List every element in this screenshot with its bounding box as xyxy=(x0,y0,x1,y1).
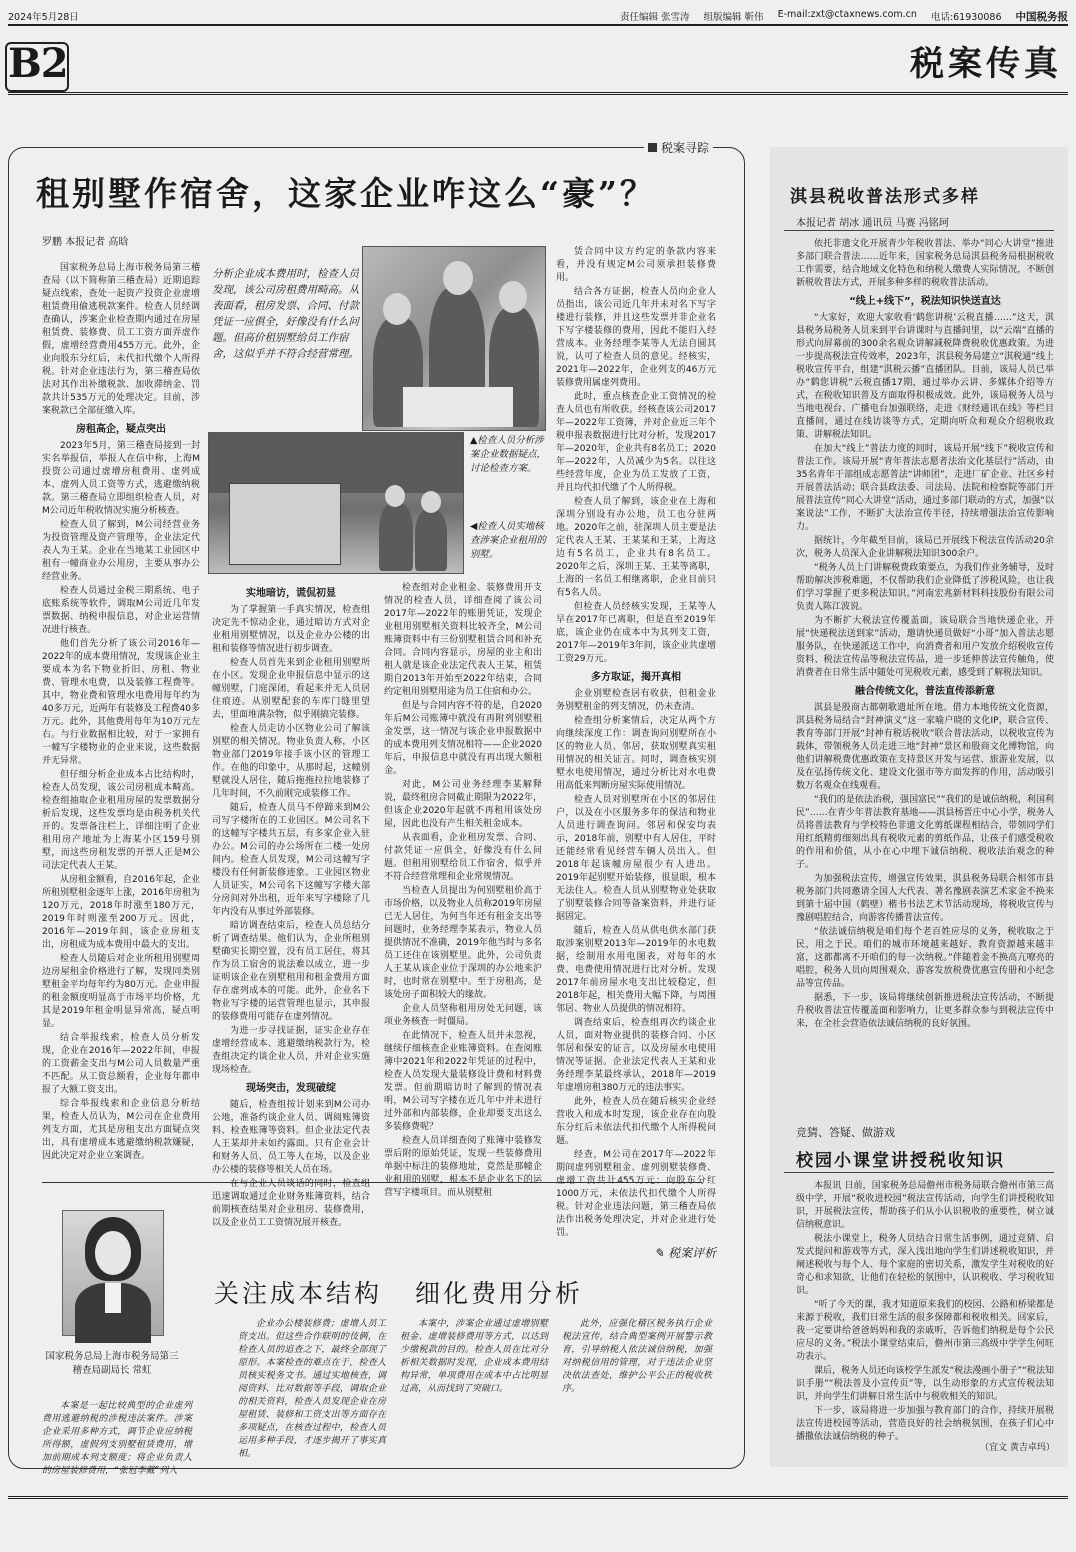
paragraph: 企业人员坚称租用房处无问题，该项业务核查一时僵局。 xyxy=(384,1004,542,1027)
review-column-1 xyxy=(42,1400,192,1476)
article-summary: 分析企业成本费用时，检查人员发现，该公司房租费用畸高。从表面看，租房发票、合同、付款凭证一应俱全，好像没有什么问题。但高价租别墅给员工作宿舍，这似乎并不符合经营常理。 xyxy=(212,268,359,360)
paragraph: 2023年5月，第三稽查局接到一封实名举报信，举报人在信中称，上海M投资公司通过虚增房租费用、虚列成本、虚列人员工资等方式，逃避缴纳税款。第三稽查局立即组织检查人员，对M公司近年税收情况实施分析核查。 xyxy=(42,441,200,516)
paper-name: 中国税务报 xyxy=(1015,10,1068,23)
layout-credit: 组版编辑 靳伟 xyxy=(703,12,764,23)
article-kicker xyxy=(644,139,713,156)
paragraph: “听了今天的课，我才知道原来我们的校园、公路和桥梁都是来源于税收，我们日常生活的很多保障都和税收相关。回家后，我一定要讲给爸爸妈妈和我的亲戚听，告诉他们纳税是每个公民应尽的义务。”税法小课堂结束后，儋州市第三高级中学学生何旺功表示。 xyxy=(796,1300,1054,1362)
page-number: B2 xyxy=(8,40,68,87)
paragraph: 此外，应强化稽区税务执行企业税法宣传，结合典型案例开展警示教育，引导纳税人依法诚信纳税，加强对纳税信用的管理，对于违法企业坚决依法查处，维护公平公正的税收秩序。 xyxy=(562,1319,712,1394)
paragraph: 企业别墅检查居有收获，但租金业务别墅租金的列支情况，仍未查清。 xyxy=(556,689,716,712)
sidebar-rule xyxy=(784,230,1054,231)
editor-credit: 责任编辑 张雪涛 xyxy=(620,12,690,23)
subheading: 多方取证，揭开真相 xyxy=(591,672,681,683)
sidebar2-title: 校园小课堂讲授税收知识 xyxy=(796,1151,1005,1171)
article-kicker-label: 税案寻踪 xyxy=(661,141,710,155)
header-meta xyxy=(268,9,1016,23)
paragraph: 本案是一起比较典型的企业虚列费用逃避纳税的涉税违法案件。涉案企业采用多种方式，调节企业应纳税所得额，虚假列支别墅租赁费用，增加前期成本列支额度；将企业负责人的房屋装修费用，“张冠李戴”列入 xyxy=(42,1401,192,1476)
paragraph: 赁合同中议方约定的条款内容来看，并没有规定M公司须承担装修费用。 xyxy=(556,247,716,283)
paragraph: 但是与合同内容不符的是，自2020年后M公司账簿中就没有再附列别墅租金发票，这一情况与该企业申报数据中的成本费用列支情况相符——企业2020年后，申报信息中就没有再出现大额租金。 xyxy=(384,701,542,776)
article-column-3 xyxy=(384,582,542,1198)
paragraph: 当检查人员提出为何别墅租价高于市场价格，以及物业人员称2019年房屋已无人居住，为何当年还有租金支出等问题时，业务经理李某表示，物业人员提供情况不准确，2019年他当时与多名员工还住在该别墅里。此外，公司负责人王某从该企业位于深圳的办公地来沪时，也时常在别墅中。至于房租高，是该处房子面积较大的缘故。 xyxy=(384,886,542,1000)
subheading: 房租高企，疑点突出 xyxy=(76,424,166,435)
sidebar2-rule xyxy=(784,1172,1054,1173)
paragraph: 随后，检查人员马不停蹄来到M公司写字楼所在的工业园区。M公司名下的这幢写字楼共五层，有多家企业入驻办公。M公司的办公场所在二楼一处房间内。检查人员发现，M公司这幢写字楼没有任何新装修迹象。工业园区物业人员证实，M公司名下这幢写字楼大部分房间对外出租，近年来写字楼除了几年内没有从事过外部装修。 xyxy=(212,803,370,917)
portrait-shirt xyxy=(105,1283,121,1313)
sidebar2-credit: （宜文 黄吉卓玛） xyxy=(980,1443,1055,1453)
square-icon xyxy=(648,143,657,152)
paragraph: 据统计，今年截至目前，该局已开展线下税法宣传活动20余次，税务人员深入企业讲解税法知识300余户。 xyxy=(796,536,1054,559)
paragraph: 此时，重点核查企业工资情况的检查人员也有所收获。经核查该公司2017年—2022年工资簿，并对企业近三年个税申报表数据进行比对分析，发现2017年—2020年，企业共有8名员工；2020年—2022年，人员减少为5名。以往这些经营年度，企业为员工发放了工资，并且均代扣代缴了个人所得税。 xyxy=(556,392,716,493)
review-kicker-label: 税案评析 xyxy=(668,1246,717,1260)
paragraph: 为加强税法宣传，增强宣传效果，淇县税务局联合相邻市县税务部门共同邀请全国人大代表、著名豫剧表演艺术家金不换来到第十届中国（鹤壁）楷书书法艺术节活动现场，将税收宣传与豫剧唱腔结合，向游客传播普法宣传。 xyxy=(796,874,1054,923)
paragraph: 检查人员了解到，M公司经营业务为投资管理及资产管理等，企业法定代表人为王某。企业在当地某工业园区中租有一幢商业办公用房，主要从事办公经营业务。 xyxy=(42,520,200,582)
photo-caption-2: ◀检查人员实地核查涉案企业租用的别墅。 xyxy=(470,521,547,560)
photo-caption-1: ▲检查人员分析涉案企业数据疑点，讨论检查方案。 xyxy=(470,435,547,474)
paragraph: 课后，税务人员还向该校学生派发“税法漫画小册子”“税法知识手册”“税法普及小宣传页”等，以生动形象的方式宣传税法知识，并向学生们讲解日常生活中与税收相关的知识。 xyxy=(796,1366,1054,1402)
paragraph: 在与企业人员谈话的同时，检查组迅速调取通过企业财务账簿资料，结合前期核查结果对企业租房、装修费用，以及企业员工工资情况展开核查。 xyxy=(212,1179,370,1228)
person-head xyxy=(421,491,441,513)
person-head xyxy=(385,485,405,507)
paragraph: 调查结束后，检查组再次约谈企业人员，面对物业提供的装修合同、小区邻居和保安的证言，以及房屋水电使用情况等证据。企业法定代表人王某和业务经理李某最终承认，2018年—2019年虚增房租380万元的违法事实。 xyxy=(556,1018,716,1093)
paragraph: 结合举报线索，检查人员分析发现，企业在2016年—2022年间，申报的工资薪金支出与M公司人员数量严重不匹配。从工资总额看，企业每年都申报了大额工资支出。 xyxy=(42,1033,200,1095)
pen-icon: ✎ xyxy=(654,1245,665,1260)
sidebar-article-body xyxy=(796,238,1054,1110)
paragraph: 检查人员了解到，该企业在上海和深圳分别设有办公地，员工也分驻两地。2020年之前，驻深圳人员主要是法定代表人王某、王某某和王某，上海这边有5名员工，企业共有8名员工。2020年之后，深圳王某、王某等离职，上海的一名员工相继离职，企业目前只有5名人员。 xyxy=(556,497,716,598)
paragraph: 在此情况下，检查人员并未忽视，继续仔细核查企业账簿资料。在查阅账簿中2021年和2022年凭证的过程中，检查人员发现大量装修设计费和材料费发票。但前期暗访时了解到的情况表明，M公司写字楼在近几年中并未进行过外部和内部装修，企业却要支出这么多装修费呢？ xyxy=(384,1031,542,1132)
paragraph: 检查组对企业租金、装修费用开支情况的检查人员，详细查阅了该公司2017年—2022年的账册凭证，发现企业租用别墅相关资料比较齐全，M公司账簿资料中有三份别墅租赁合同和补充合同。合同内容显示，房屋的业主和出租人就是该企业法定代表人王某，租赁期自2013年开始至2022年结束，合同约定租用别墅用途为员工住宿和办公。 xyxy=(384,583,542,697)
paragraph: 随后，检查人员从供电供水部门获取涉案别墅2013年—2019年的水电数据，绘制用水用电图表，对每年的水费、电费使用情况进行比对分析。发现2017年前房屋水电支出比较稳定，但2018年起，相关费用大幅下降，与周围邻居、物业人员提供的情况相符。 xyxy=(556,926,716,1014)
article-column-1 xyxy=(42,262,200,1162)
paragraph: 综合举报线索和企业信息分析结果，检查人员认为，M公司在企业费用列支方面，尤其是房租支出方面疑点突出，具有虚增成本逃避缴纳税款嫌疑，因此决定对企业立案调查。 xyxy=(42,1099,200,1161)
paragraph: 从房租金额看，自2016年起，企业所租别墅租金逐年上涨，2016年房租为120万元，2018年时涨至180万元，2019年时则涨至200万元。因此，2016年—2019年间，该企业房租支出，房租成为成本费用中最大的支出。 xyxy=(42,875,200,950)
page-header xyxy=(8,8,1068,26)
paragraph: 他们首先分析了该公司2016年—2022年的成本费用情况，发现该企业主要成本为名下物业折旧、房租、物业费、管理水电费，以及装修工程费等。其中，物业费和管理水电费用每年约为40多万元，近两年有装修及工程费40多万元。此外，其他费用每年为10万元左右。与行业数据相比较，对于一家拥有一幢写字楼物业的企业来说，这些数据并无异常。 xyxy=(42,639,200,766)
paragraph: 淇县是殷商古都朝歌遗址所在地。借力本地传统文化资源，淇县税务局结合“封神演义”这一家喻户晓的文化IP，联合宣传、教育等部门开展“封神有税话税收”联合普法活动，以税收宣传为载体，带领税务人员走进三地“封神”景区和殷商文化博物馆，向他们讲解税费优惠政策在支持景区开发与运营、旅游业发展，以及在弘扬传统文化、建设文化强市等方面发挥的作用，活动吸引数万名观众在线观看。 xyxy=(796,703,1054,791)
paragraph: 税法小课堂上，税务人员结合日常生活事例，通过竞猜、启发式提问和游戏等方式，深入浅出地向学生们讲述税收知识，并阐述税收与每个人、每个家庭的密切关系，激发学生对税收的好奇心和求知欲，让他们在轻松的氛围中，认识税收、学习税收知识。 xyxy=(796,1234,1054,1296)
subheading: 实地暗访，谎侃初显 xyxy=(246,588,336,599)
paragraph: 企业办公楼装修费；虚增人员工资支出。但这些合作联明的伎俩，在检查人员的追查之下，最终全部现了原形。本案检查的难点在于，检查人员核实税务文书。通过实地核查，调阅资料、比对数据等手段，调取企业的相关资料，检查人员发现企业在房屋租赁、装修和工资支出等方面存在多项疑点，在核查过程中，检查人员运用多种手段，才逐步揭开了事实真相。 xyxy=(238,1319,386,1459)
review-title-part: 细化费用分析 xyxy=(414,1279,583,1308)
article-column-2 xyxy=(212,582,370,1228)
person-figure xyxy=(415,509,447,571)
paragraph: 此外，检查人员在随后核实企业经营收入和成本时发现，该企业存在向股东分红后未依法代扣代缴个人所得税问题。 xyxy=(556,1097,716,1146)
article-title: 租别墅作宿舍，这家企业咋这么“豪”？ xyxy=(36,174,656,213)
paragraph: 从表面看，企业租房发票、合同、付款凭证一应俱全，好像没有什么问题。但租用别墅给员工作宿舍，似乎并不符合经营常理和企业常规情况。 xyxy=(384,833,542,882)
subheading: 融合传统文化，普法直传添新意 xyxy=(855,686,995,697)
review-title-part: 关注成本结构 xyxy=(214,1279,383,1308)
sidebar2-body xyxy=(796,1180,1054,1442)
photo-villa-visit xyxy=(208,432,464,574)
review-column-4 xyxy=(562,1318,712,1460)
villa-gate xyxy=(229,483,341,565)
person-head xyxy=(443,261,473,295)
photo-inspectors-discussing xyxy=(362,246,546,431)
paragraph: 检查人员通过金税三期系统、电子底账系统等软件，调取M公司近几年发票数据、纳税申报信息，对企业运营情况进行核查。 xyxy=(42,586,200,635)
page-bottom-rule xyxy=(8,1496,1068,1499)
paragraph: 检查人员对别墅所在小区的邻居住户，以及在小区服务多年的保洁和物业人员进行调查询问。邻居和保安均表示，2018年前，别墅中有人居住，平时还能经常看见经营车辆人员出入。但2018年起该幢房屋很少有人进出。2019年起别墅开始装修，很显眼，根本无法住人。检查人员从别墅物业处获取了别墅装修合同等备案资料，并进行证据固定。 xyxy=(556,795,716,922)
review-divider xyxy=(42,1182,702,1183)
paragraph: 为了掌握第一手真实情况，检查组决定先不惊动企业，通过暗访方式对企业租用别墅情况，以及企业办公楼的出租和装修等情况进行初步调查。 xyxy=(212,605,370,654)
sidebar2-kicker: 竞猜、答疑、做游戏 xyxy=(796,1126,895,1139)
paragraph: 经查，M公司在2017年—2022年期间虚列别墅租金、虚列别墅装修费、虚增工资共计455万元；向股东分红1000万元，未依法代扣代缴个人所得税。针对企业违法问题，第三稽查局依法作出税务处理决定，并对企业进行处罚。 xyxy=(556,1150,716,1238)
paragraph: 据悉，下一步，该局将继续创新推进税法宣传活动，不断提升税收普法宣传覆盖面和影响力，让更多群众参与到税法宣传中来，在全社会营造依法诚信纳税的良好氛围。 xyxy=(796,993,1054,1029)
paragraph: 但检查人员经核实发现，王某等人早在2017年已离职，但是直至2019年底，该企业仍在成本中为其列支工资，2017年—2019年3年间，该企业共虚增工资29万元。 xyxy=(556,602,716,664)
person-figure xyxy=(379,503,413,571)
paragraph: 国家税务总局上海市税务局第三稽查局（以下简称第三稽查局）近期追踪疑点线索，查处一起资产投资企业虚增租赁费用偷逃税款案件。检查人员经调查确认，涉案企业检查期内通过在房屋租赁费、装修费、员工工资方面弄虚作假，虚增经营费用455万元。此外，企业向股东分红后，未代扣代缴个人所得税。针对企业违法行为，第三稽查局依法对其作出补缴税款、加收滞纳金、罚款共计535万元的处理决定。目前，涉案税款已全部征缴入库。 xyxy=(42,263,200,416)
review-kicker xyxy=(650,1244,720,1261)
article-column-4 xyxy=(556,246,716,1238)
author-caption: 国家税务总局上海市税务局第三稽查局副局长 常虹 xyxy=(45,1351,179,1376)
sidebar-article-title: 淇县税收普法形式多样 xyxy=(790,187,980,207)
paragraph: 检查人员详细查阅了账簿中装修发票后附的原始凭证，发现一些装修费用单据中标注的装修地址，竟然是那幢企业租用的别墅，根本不是企业名下的运营写字楼项目。而从别墅租 xyxy=(384,1136,542,1198)
portrait-face xyxy=(95,1231,131,1275)
page-banner xyxy=(8,34,1068,95)
paragraph: 检查人员走访小区物业公司了解该别墅的相关情况。物业负责人称，小区物业部门2019年接手该小区的管理工作。在他的印象中，从那时起，这幢别墅就没人居住，随后拖拖拉拉地装修了几年时间，不久前刚完成装修工作。 xyxy=(212,724,370,799)
paragraph: “大家好，欢迎大家收看‘鹤您讲税’云税直播……”这天，淇县税务局税务人员来到平台讲课时与直播间里，以“云端”直播的形式向屏幕前的300余名观众讲解减税降费税收优惠政策。为进一步提高税法宣传效率，2023年，淇县税务局建立“淇税通”线上税收宣传平台，组建“淇税云播”直播团队。目前，该局人员已举办“鹤您讲税”云税直播17期，通过举办云讲、多媒体介绍等方式，在税收知识普及方面取得积极成效。此外，该局税务人员与当地电视台、广播电台加强联络，走进《财经通讯在线》等栏目直播间，通过在线访谈等方式，定期向听众和观众介绍税收政策、讲解税法知识。 xyxy=(796,313,1054,440)
review-column-2 xyxy=(238,1318,386,1460)
paragraph: 随后，检查组按计划来到M公司办公地，准备约谈企业人员、调阅账簿资料、检查账簿等资料。但企业法定代表人王某却并未如约露面。只有企业会计和财务人员、员工等人在场，以及企业办公楼的装修等相关人员在场。 xyxy=(212,1100,370,1175)
issue-date: 2024年5月28日 xyxy=(8,12,79,23)
paragraph: 但仔细分析企业成本占比结构时，检查人员发现，该公司房租成本畸高。检查组抽取企业租用房屋的发票数据分析后发现，这些发票均是由税务机关代开的。发票备注栏上，详细注明了企业租用房产地址为上海某小区159号别墅，而这些房租发票的开票人正是M公司法定代表人王某。 xyxy=(42,770,200,871)
subheading: 现场突击，发现破绽 xyxy=(246,1083,336,1094)
desk-with-laptop xyxy=(403,387,513,427)
paragraph: 检查人员随后对企业所租用别墅周边房屋租金价格进行了解，发现同类别墅租金平均每年约为80万元。企业申报的租金额度明显高于市场平均价格，尤其是2019年租金明显异常高，疑点明显。 xyxy=(42,954,200,1029)
paragraph: 在加大“线上”普法力度的同时，该局开展“线下”税收宣传和普法工作。该局开展“青年普法志愿者法治文化基层行”活动，由35名青年干部组成志愿普法“讲师团”，走进厂矿企业、社区乡村开展普法活动；联合县政法委、司法局、法院和检察院等部门开展普法宣传“同心大讲堂”活动，通过多部门联动的方式，加强“以案说法”工作，不断扩大法治宣传半径，持续增强法治宣传影响力。 xyxy=(796,444,1054,532)
paragraph: “我们的是依法治税，强国富民”“我们的是诚信纳税，利国利民”……在青少年普法教育基地——淇县杨晋庄中心小学，税务人员将普法教育与学校特色非遗文化剪纸课程相结合，带领同学们用红纸精剪细刻出具有税收元素的剪纸作品，让孩子们感受税收的作用和价值，从小在心中埋下诚信纳税、税收法治观念的种子。 xyxy=(796,795,1054,870)
subheading: “线上+线下”，税法知识快送直达 xyxy=(849,296,1001,307)
person-head xyxy=(499,281,527,313)
paragraph: 本报讯 日前，国家税务总局儋州市税务局联合儋州市第三高级中学，开展“税收进校园”税法宣传活动，向学生们讲授税收知识，开展税法宣传，帮助孩子们从小认识税收的重要性，树立诚信纳税意识。 xyxy=(796,1181,1054,1230)
paragraph: 依托非遗文化开展青少年税收普法、举办“同心大讲堂”推进多部门联合普法……近年来，国家税务总局淇县税务局根据税收工作需要，结合地域文化特色和纳税人缴费人实际情况，不断创新税收普法方式，开展多种多样的税收普法活动。 xyxy=(796,239,1054,288)
paragraph: 暗访调查结束后，检查人员总结分析了调查结果。他们认为，企业所租别墅确实长期空置，没有员工居住，将其作为员工宿舍的说法难以成立，进一步证明该企业在别墅租用和租金费用方面存在虚列成本的可能。此外，企业名下物业写字楼的运营管理也显示，其申报的装修费用可能存在虚列情况。 xyxy=(212,921,370,1022)
section-title: 税案传真 xyxy=(910,44,1062,84)
paragraph: “依法诚信纳税是咱们每个老百姓应尽的义务，税收取之于民，用之于民。咱们的城市环境越来越好、教育资源越来越丰富，这都都离不开咱们的每一次纳税。”伴随着金不换高亢嘹亮的唱腔，税务人员向周围观众、游客发放税费优惠宣传册和小纪念品等宣传品。 xyxy=(796,927,1054,989)
paragraph: 本案中，涉案企业通过虚增别墅租金、虚增装修费用等方式，以达到少缴税款的目的。检查人员在比对分析相关数据时发现，企业成本费用结构异常，单项费用在成本中占比明显过高，从而找到了突破口。 xyxy=(400,1319,548,1394)
paragraph: “税务人员上门讲解税费政策要点，为我们作业务辅导，及时帮助解决涉税难题，不仅帮助我们企业降低了涉税风险，也让我们学习掌握了更多税法知识。”河南宏兆新材料科技股份有限公司负责人陈江波说。 xyxy=(796,563,1054,612)
paragraph: 检查人员首先来到企业租用别墅所在小区。发现企业申报信息中显示的这幢别墅，门庭深闭，看起来并无人员居住痕迹。从别墅配套的车库门缝里望去，里面堆满杂物，似乎刚搞完装修。 xyxy=(212,658,370,720)
paragraph: 检查组分析案情后，决定从两个方向继续深度工作：调查询问别墅所在小区的物业人员、邻居，获取别墅真实租用情况的相关证言。同时，调查核实别墅水电使用情况，通过分析比对水电费用高低来判断房屋实际使用情况。 xyxy=(556,716,716,791)
paragraph: 下一步，该局将进一步加强与教育部门的合作，持续开展税法宣传进校园等活动，营造良好的社会纳税氛围，在孩子们心中播撒依法诚信纳税的种子。 xyxy=(796,1406,1054,1442)
email-contact: E-mail:zxt@ctaxnews.com.cn xyxy=(777,9,917,20)
person-head xyxy=(383,293,411,325)
article-byline: 罗鹏 本报记者 高晗 xyxy=(42,237,129,248)
review-title xyxy=(214,1274,605,1310)
paragraph: 为进一步寻找证据，证实企业存在虚增经营成本、逃避缴纳税款行为，检查组决定约谈企业人员，并对企业实施现场检查。 xyxy=(212,1026,370,1075)
paragraph: 为不断扩大税法宣传覆盖面，该局联合当地快递企业，开展“快递税法送到家”活动，邀请快递员做好“小哥”加入普法志愿服务队，在快递派送工作中，向消费者和用户发放介绍税收宣传资料、税法宣传品等税法宣传品，进一步延伸普法宣传触角，使消费者在日常生活中随处可见税收元素，感受到了解税法知识。 xyxy=(796,616,1054,678)
sidebar-article-byline: 本报记者 胡冰 通讯员 马赛 冯铭珂 xyxy=(796,218,949,229)
paragraph: 结合各方证据，检查人员向企业人员指出，该公司近几年并未对名下写字楼进行装修，并且这些发票并非企业名下写字楼装修的费用，因此不能归入经营成本。业务经理李某等人无法自圆其说，认可了检查人员的意见。经核实，2021年—2022年，企业列支的46万元装修费用属虚列费用。 xyxy=(556,287,716,388)
paragraph: 对此，M公司业务经理李某解释说，最终租房合同截止期限为2022年，但该企业2020年起就不再租用该处房屋，因此也没有产生相关租金成本。 xyxy=(384,780,542,829)
author-portrait xyxy=(62,1210,164,1336)
phone-contact: 电话:61930086 xyxy=(930,12,1002,23)
review-column-3 xyxy=(400,1318,548,1460)
